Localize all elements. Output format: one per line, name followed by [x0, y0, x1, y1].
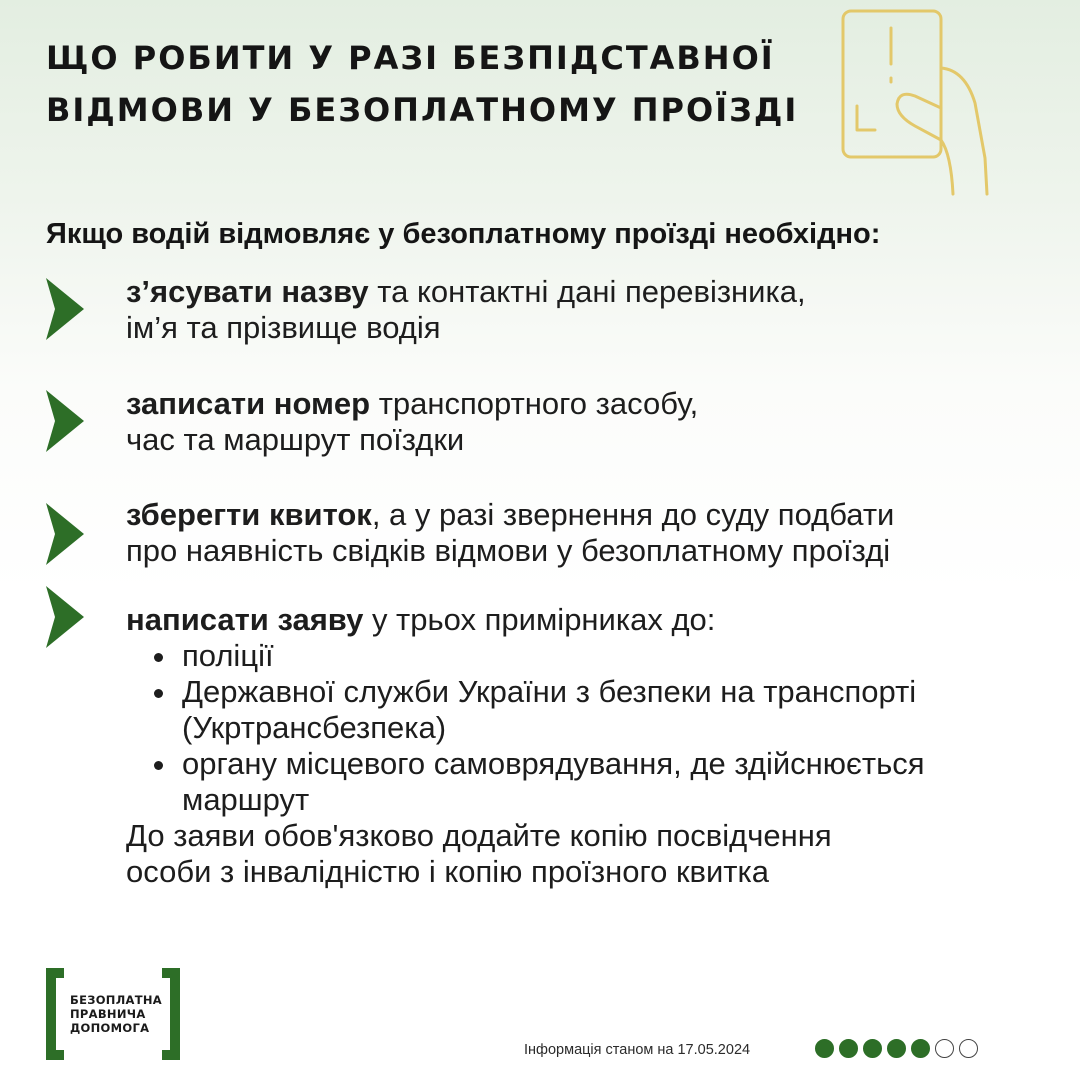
page-title-line-2: ВІДМОВИ У БЕЗОПЛАТНОМУ ПРОЇЗДІ	[46, 91, 799, 129]
step-4-bold: написати заяву	[126, 602, 364, 637]
recipient-2-line-1: Державної служби України з безпеки на транспорті	[182, 674, 917, 709]
pagination-dot-6	[935, 1039, 954, 1058]
recipient-1: поліції	[182, 638, 274, 673]
pagination-dot-3	[863, 1039, 882, 1058]
pagination-dots	[815, 1039, 978, 1063]
pagination-dot-4	[887, 1039, 906, 1058]
step-1-rest: та контактні дані перевізника,	[368, 274, 806, 309]
page-title	[46, 32, 806, 136]
page-title-line-1: ЩО РОБИТИ У РАЗІ БЕЗПІДСТАВНОЇ	[46, 39, 775, 77]
step-2-text	[126, 386, 1066, 458]
step-3-rest: , а у разі звернення до суду подбати	[371, 497, 895, 532]
pagination-dot-7	[959, 1039, 978, 1058]
note-line-1: До заяви обов'язково додайте копію посвідчення	[126, 818, 832, 853]
list-item	[126, 674, 1066, 746]
chevron-right-icon	[44, 501, 88, 567]
chevron-right-icon	[44, 584, 88, 650]
step-4-rest: у трьох примірниках до:	[363, 602, 716, 637]
step-1-line-2: ім’я та прізвище водія	[126, 310, 441, 345]
recipient-3-line-1: органу місцевого самоврядування, де здійснюється	[182, 746, 925, 781]
pagination-dot-1	[815, 1039, 834, 1058]
logo-line-3: ДОПОМОГА	[70, 1021, 150, 1035]
recipient-2-line-2: (Укртрансбезпека)	[182, 710, 447, 745]
note-line-2: особи з інвалідністю і копію проїзного квитка	[126, 854, 769, 889]
recipient-list	[126, 638, 1066, 818]
info-date: Інформація станом на 17.05.2024	[524, 1042, 751, 1058]
logo-line-2: ПРАВНИЧА	[70, 1007, 146, 1021]
step-3-text	[126, 497, 1066, 569]
pagination-dot-5	[911, 1039, 930, 1058]
step-2-bold: записати номер	[126, 386, 371, 421]
chevron-right-icon	[44, 388, 88, 454]
list-item	[126, 638, 1066, 674]
subtitle: Якщо водій відмовляє у безоплатному проїзді необхідно:	[46, 218, 881, 250]
logo-line-1: БЕЗОПЛАТНА	[70, 993, 163, 1007]
hand-holding-phone-alert-icon	[835, 8, 1000, 200]
step-2-rest: транспортного засобу,	[370, 386, 699, 421]
step-3-bold: зберегти квиток	[126, 497, 372, 532]
chevron-right-icon	[44, 276, 88, 342]
logo-text	[70, 993, 170, 1035]
list-item	[126, 746, 1066, 818]
step-1-bold: з’ясувати назву	[126, 274, 369, 309]
step-4-text	[126, 602, 1066, 890]
pagination-dot-2	[839, 1039, 858, 1058]
recipient-3-line-2: маршрут	[182, 782, 310, 817]
step-1-text	[126, 274, 1066, 346]
step-2-line-2: час та маршрут поїздки	[126, 422, 465, 457]
step-3-line-2: про наявність свідків відмови у безоплатному проїзді	[126, 533, 891, 568]
